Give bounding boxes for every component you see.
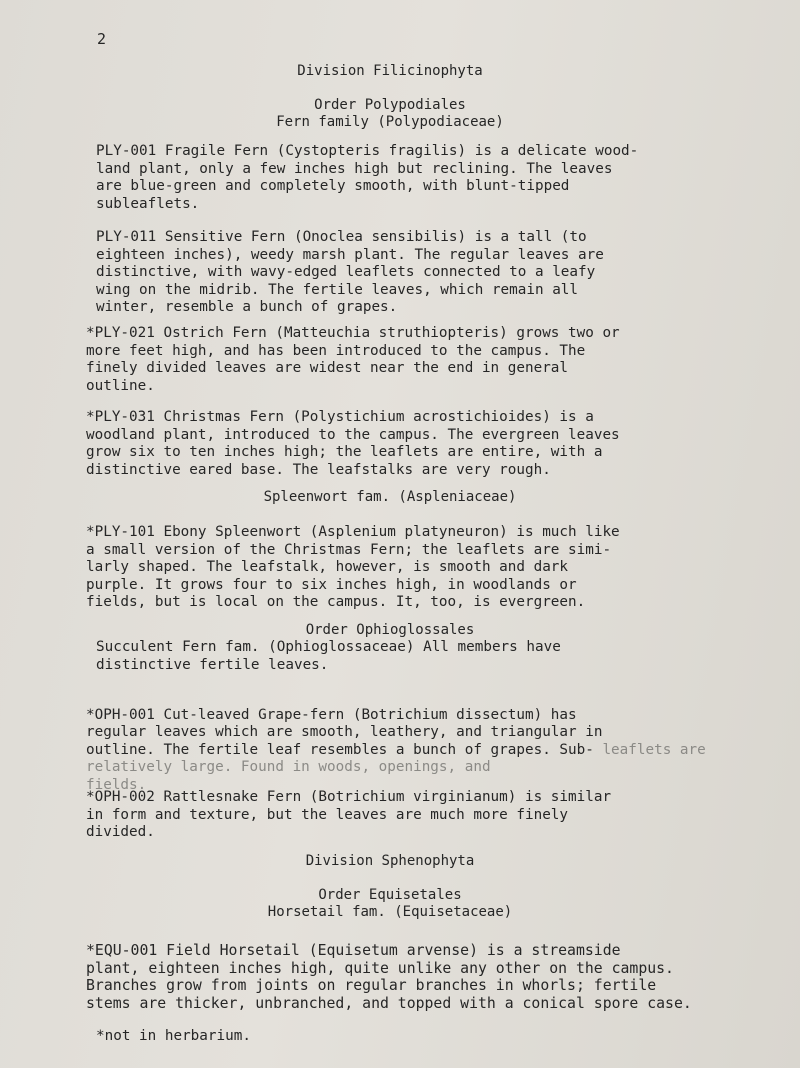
order-heading: Order Equisetales	[318, 887, 462, 903]
species-entry	[86, 689, 776, 795]
family-heading: Spleenwort fam. (Aspleniaceae)	[263, 489, 517, 505]
family-heading: Fern family (Polypodiaceae)	[276, 114, 504, 130]
species-entry: *PLY-021 Ostrich Fern (Matteuchia struthiopteris) grows two or more feet high, and has been introduced to the campus. The finely divided leaves are widest near the end in general outline.	[86, 325, 620, 394]
division-heading: Division Sphenophyta	[305, 853, 475, 869]
species-entry: *PLY-101 Ebony Spleenwort (Asplenium platyneuron) is much like a small version of the Christmas Fern; the leaflets are simi- larly shaped. The leafstalk, however, is smooth and dark purple. It grows four to six inches high, in woodlands or fields, but is local on the campus. It, too, is evergreen.	[86, 524, 620, 611]
division-heading: Division Filicinophyta	[297, 63, 483, 79]
species-entry: *EQU-001 Field Horsetail (Equisetum arvense) is a streamside plant, eighteen inches high, quite unlike any other on the campus. Branches grow from joints on regular branches in whorls; fertile stems are thicker, unbranched, and topped with a conical spore case.	[86, 942, 692, 1012]
page-number: 2	[97, 30, 107, 48]
family-description: Succulent Fern fam. (Ophioglossaceae) All members have distinctive fertile leaves.	[96, 639, 561, 673]
species-entry: PLY-001 Fragile Fern (Cystopteris fragilis) is a delicate wood- land plant, only a few inches high but reclining. The leaves are blue-green and completely smooth, with blunt-tipped subleaflets.	[96, 143, 639, 212]
family-heading: Horsetail fam. (Equisetaceae)	[267, 904, 513, 920]
footnote: *not in herbarium.	[96, 1028, 251, 1044]
species-entry: *PLY-031 Christmas Fern (Polystichium acrostichioides) is a woodland plant, introduced to the campus. The evergreen leaves grow six to ten inches high; the leaflets are entire, with a distinctive eared base. The leafstalks are very rough.	[86, 409, 620, 478]
faint-text: leaflets are relatively large. Found in woods, openings, and fields.	[86, 741, 706, 793]
species-entry: PLY-011 Sensitive Fern (Onoclea sensibilis) is a tall (to eighteen inches), weedy marsh plant. The regular leaves are distinctive, with wavy-edged leaflets connected to a leafy wing on the midrib. The fertile leaves, which remain all winter, resemble a bunch of grapes.	[96, 229, 604, 316]
species-entry: *OPH-002 Rattlesnake Fern (Botrichium virginianum) is similar in form and texture, but the leaves are much more finely divided.	[86, 789, 612, 841]
order-heading: Order Polypodiales	[314, 97, 466, 113]
order-heading: Order Ophioglossales	[305, 622, 475, 638]
species-entry-text: *OPH-001 Cut-leaved Grape-fern (Botrichium dissectum) has regular leaves which are smooth, leathery, and triangular in outline. The fertile leaf resembles a bunch of grapes. Sub-	[86, 706, 603, 758]
